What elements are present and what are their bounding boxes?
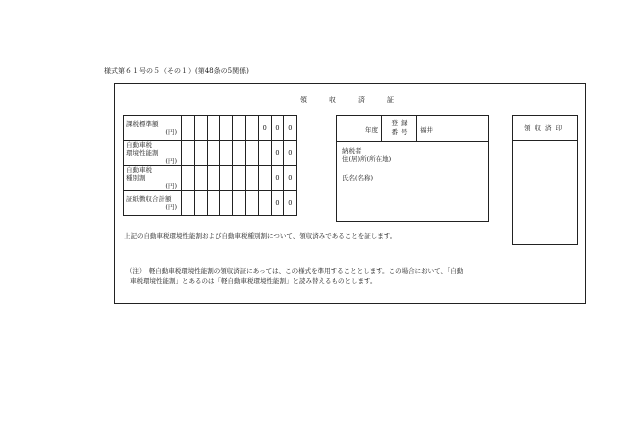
amount-digit-cell <box>233 116 246 141</box>
form-reference: 様式第６１号の５（その１）(第48条の5関係) <box>104 67 249 75</box>
row-label-line1: 課税標準額 <box>126 120 159 128</box>
registration-header <box>337 116 488 142</box>
received-stamp-box <box>512 115 578 245</box>
amount-digit-cell: 0 <box>284 116 297 141</box>
amount-digit-cell <box>258 191 271 216</box>
amount-digit-cell <box>207 166 220 191</box>
amount-digit-cell <box>220 191 233 216</box>
amount-digit-cell <box>182 141 195 166</box>
amount-digit-cell <box>233 166 246 191</box>
registration-label-line1: 登録 <box>391 119 411 127</box>
amount-digit-cell <box>245 141 258 166</box>
amount-digit-cell <box>207 141 220 166</box>
amount-digit-cell: 0 <box>271 166 284 191</box>
amount-digit-cell <box>258 166 271 191</box>
amount-digit-cell <box>220 166 233 191</box>
amount-digit-cell: 0 <box>258 116 271 141</box>
amount-row-label <box>124 141 182 166</box>
received-stamp-label: 領収済印 <box>513 116 577 141</box>
row-unit: (円) <box>165 128 177 136</box>
amount-digit-cell <box>182 116 195 141</box>
amount-row <box>124 166 297 191</box>
row-label-line2: 環境性能割 <box>126 149 159 157</box>
amount-digit-cell: 0 <box>271 141 284 166</box>
amount-digit-cell <box>194 166 207 191</box>
amount-digit-cell <box>233 191 246 216</box>
amount-digit-cell <box>258 141 271 166</box>
row-unit: (円) <box>165 157 177 165</box>
amount-digit-cell: 0 <box>284 191 297 216</box>
amount-digit-cell <box>194 191 207 216</box>
row-label-line1: 自動車税 <box>126 166 152 174</box>
registration-number-label <box>387 119 415 137</box>
address-label: 住(居)所(所在地) <box>342 155 392 163</box>
amount-digit-cell <box>182 191 195 216</box>
amount-row <box>124 116 297 141</box>
amount-digit-cell <box>194 116 207 141</box>
taxpayer-address-block <box>342 147 391 163</box>
amount-digit-cell: 0 <box>271 116 284 141</box>
amount-digit-cell <box>245 116 258 141</box>
note-line-1: （注） 軽自動車税環境性能割の領収済証にあっては、この様式を準用することとします。この場合において、「自動 <box>126 267 464 275</box>
document-title: 領収済証 <box>300 96 416 104</box>
prefecture-value: 福井 <box>420 126 433 134</box>
row-unit: (円) <box>165 203 177 211</box>
row-label-line1: 自動車税 <box>126 141 152 149</box>
registration-label-line2: 番号 <box>391 128 411 136</box>
amount-digit-cell <box>233 141 246 166</box>
amount-digit-cell <box>182 166 195 191</box>
divider <box>416 116 417 141</box>
row-unit: (円) <box>165 182 177 190</box>
amount-digit-cell <box>207 116 220 141</box>
amount-digit-cell <box>245 166 258 191</box>
note-line-2: 車税環境性能割」とあるのは「軽自動車税環境性能割」と読み替えるものとします。 <box>130 277 377 285</box>
amount-table <box>123 115 297 216</box>
amount-row-label <box>124 191 182 216</box>
certification-text: 上記の自動車税環境性能割および自動車税種別割について、領収済みであることを証します。 <box>124 232 397 240</box>
taxpayer-box <box>336 115 489 222</box>
amount-digit-cell <box>220 116 233 141</box>
amount-digit-cell: 0 <box>271 191 284 216</box>
amount-digit-cell: 0 <box>284 141 297 166</box>
amount-digit-cell <box>207 191 220 216</box>
name-label: 氏名(名称) <box>342 174 374 182</box>
amount-row <box>124 191 297 216</box>
note-text <box>126 266 546 286</box>
row-label-line1: 証紙徴収合計額 <box>126 195 172 203</box>
amount-row-label <box>124 116 182 141</box>
amount-row <box>124 141 297 166</box>
divider <box>381 116 382 141</box>
taxpayer-label: 納税者 <box>342 147 362 155</box>
amount-digit-cell <box>220 141 233 166</box>
amount-digit-cell <box>194 141 207 166</box>
row-label-line2: 種別割 <box>126 174 146 182</box>
amount-digit-cell: 0 <box>284 166 297 191</box>
year-label: 年度 <box>365 126 378 134</box>
amount-row-label <box>124 166 182 191</box>
amount-digit-cell <box>245 191 258 216</box>
